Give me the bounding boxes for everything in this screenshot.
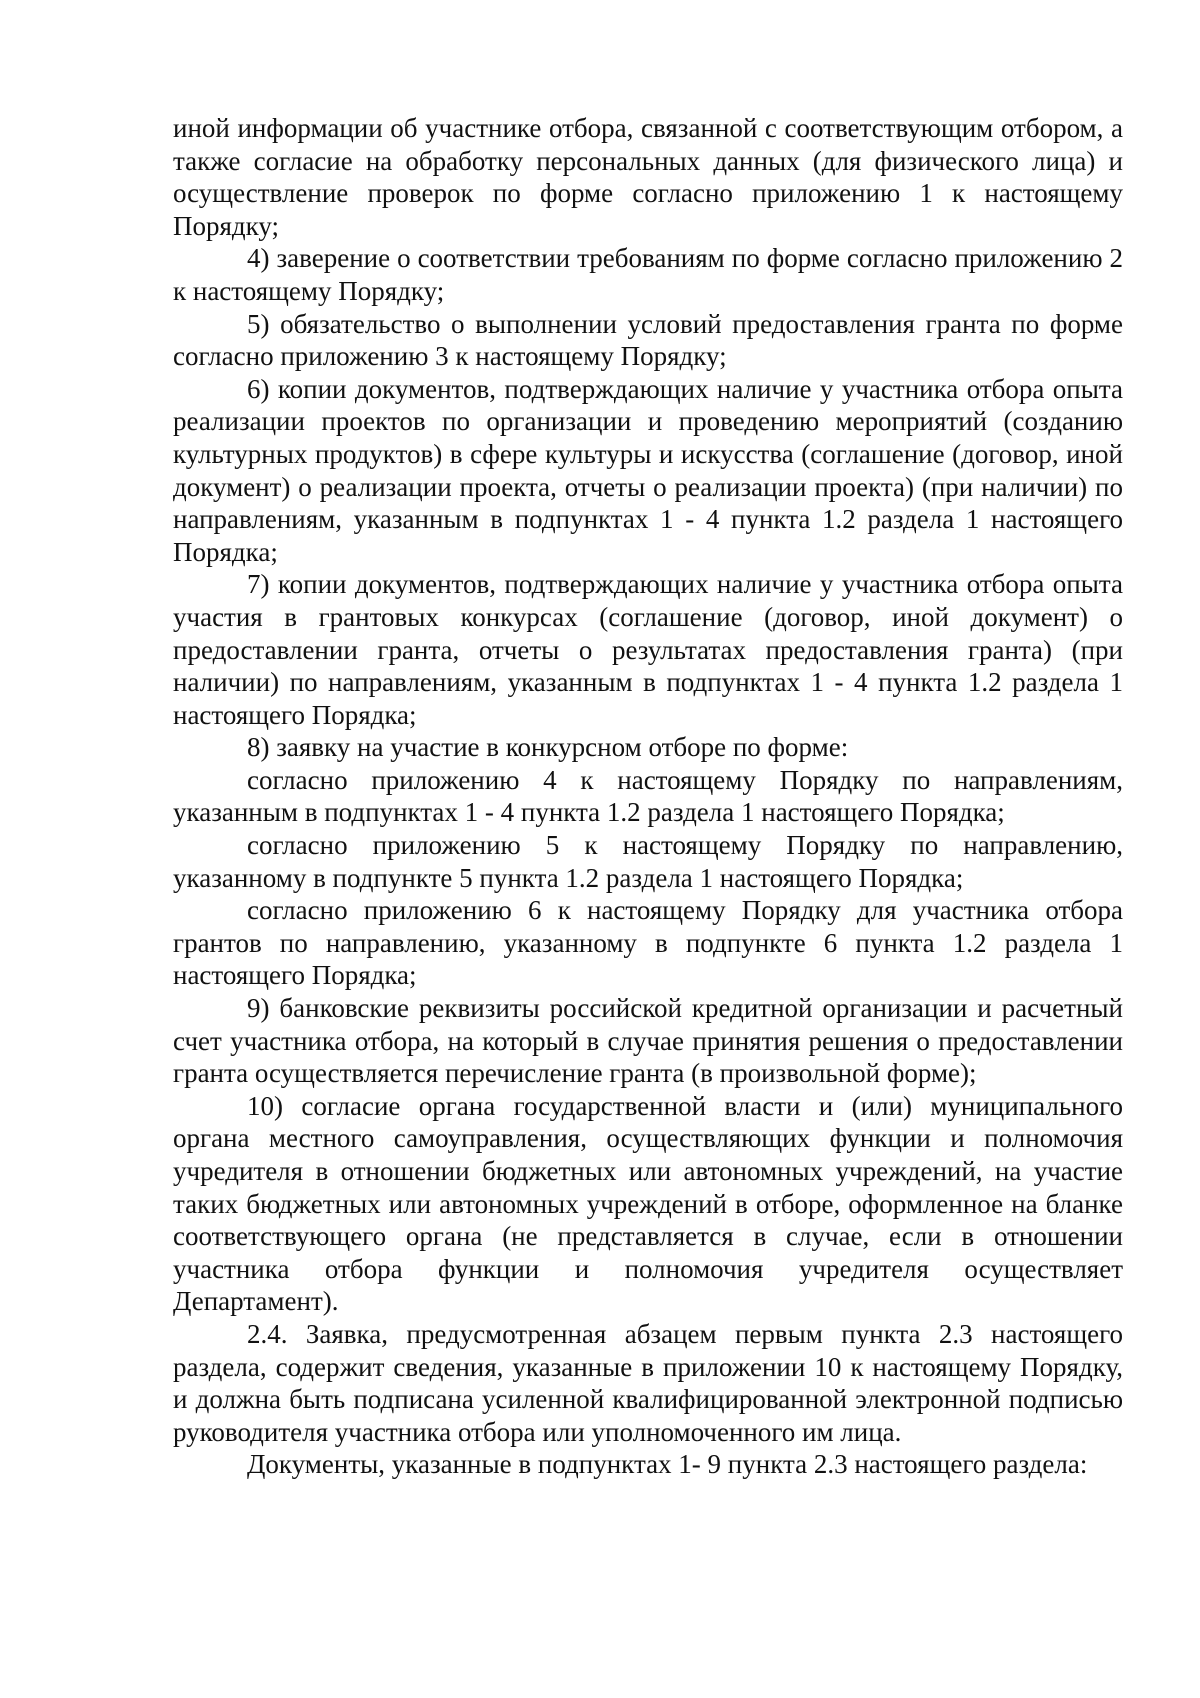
paragraph-item-10: 10) согласие органа государственной власти и (или) муниципального органа местного самоуправления, осуществляющих функции и полномочия учредителя в отношении бюджетных или автономных учреждений, на участие таких бюджетных или автономных учреждений в отборе, оформленное на бланке соответствующего органа (не представляется в случае, если в отношении участника отбора функции и полномочия учредителя осуществляет Департамент).: [173, 1090, 1123, 1317]
paragraph-item-8-option-3: согласно приложению 6 к настоящему Порядку для участника отбора грантов по направлению, указанному в подпункте 6 пункта 1.2 раздела 1 настоящего Порядка;: [173, 895, 1123, 991]
paragraph-clause-2-4: 2.4. Заявка, предусмотренная абзацем первым пункта 2.3 настоящего раздела, содержит сведения, указанные в приложении 10 к настоящему Порядку, и должна быть подписана усиленной квалифицированной электронной подписью руководителя участника отбора или уполномоченного им лица.: [173, 1318, 1123, 1447]
paragraph-documents-intro: Документы, указанные в подпунктах 1- 9 пункта 2.3 настоящего раздела:: [247, 1449, 1088, 1480]
paragraph-item-4: 4) заверение о соответствии требованиям по форме согласно приложению 2 к настоящему Порядку;: [173, 243, 1123, 306]
paragraph-item-8-option-2: согласно приложению 5 к настоящему Порядку по направлению, указанному в подпункте 5 пункта 1.2 раздела 1 настоящего Порядка;: [173, 830, 1123, 893]
paragraph-item-9: 9) банковские реквизиты российской кредитной организации и расчетный счет участника отбора, на который в случае принятия решения о предоставлении гранта осуществляется перечисление гранта (в произвольной форме);: [173, 993, 1123, 1089]
paragraph-item-6: 6) копии документов, подтверждающих наличие у участника отбора опыта реализации проектов по организации и проведению мероприятий (созданию культурных продуктов) в сфере культуры и искусства (соглашение (договор, иной документ) о реализации проекта, отчеты о реализации проекта) (при наличии) по направлениям, указанным в подпунктах 1 - 4 пункта 1.2 раздела 1 настоящего Порядка;: [173, 373, 1123, 567]
paragraph-item-8: 8) заявку на участие в конкурсном отборе по форме:: [247, 732, 849, 763]
document-page: [173, 112, 1123, 1481]
paragraph-continuation: иной информации об участнике отбора, связанной с соответствующим отбором, а также согласие на обработку персональных данных (для физического лица) и осуществление проверок по форме согласно приложению 1 к настоящему Порядку;: [173, 113, 1123, 241]
paragraph-item-7: 7) копии документов, подтверждающих наличие у участника отбора опыта участия в грантовых конкурсах (соглашение (договор, иной документ) о предоставлении гранта, отчеты о результатах предоставления гранта) (при наличии) по направлениям, указанным в подпунктах 1 - 4 пункта 1.2 раздела 1 настоящего Порядка;: [173, 569, 1123, 730]
paragraph-item-5: 5) обязательство о выполнении условий предоставления гранта по форме согласно приложению 3 к настоящему Порядку;: [173, 308, 1123, 372]
paragraph-item-8-option-1: согласно приложению 4 к настоящему Порядку по направлениям, указанным в подпунктах 1 - 4 пункта 1.2 раздела 1 настоящего Порядка;: [173, 764, 1123, 828]
